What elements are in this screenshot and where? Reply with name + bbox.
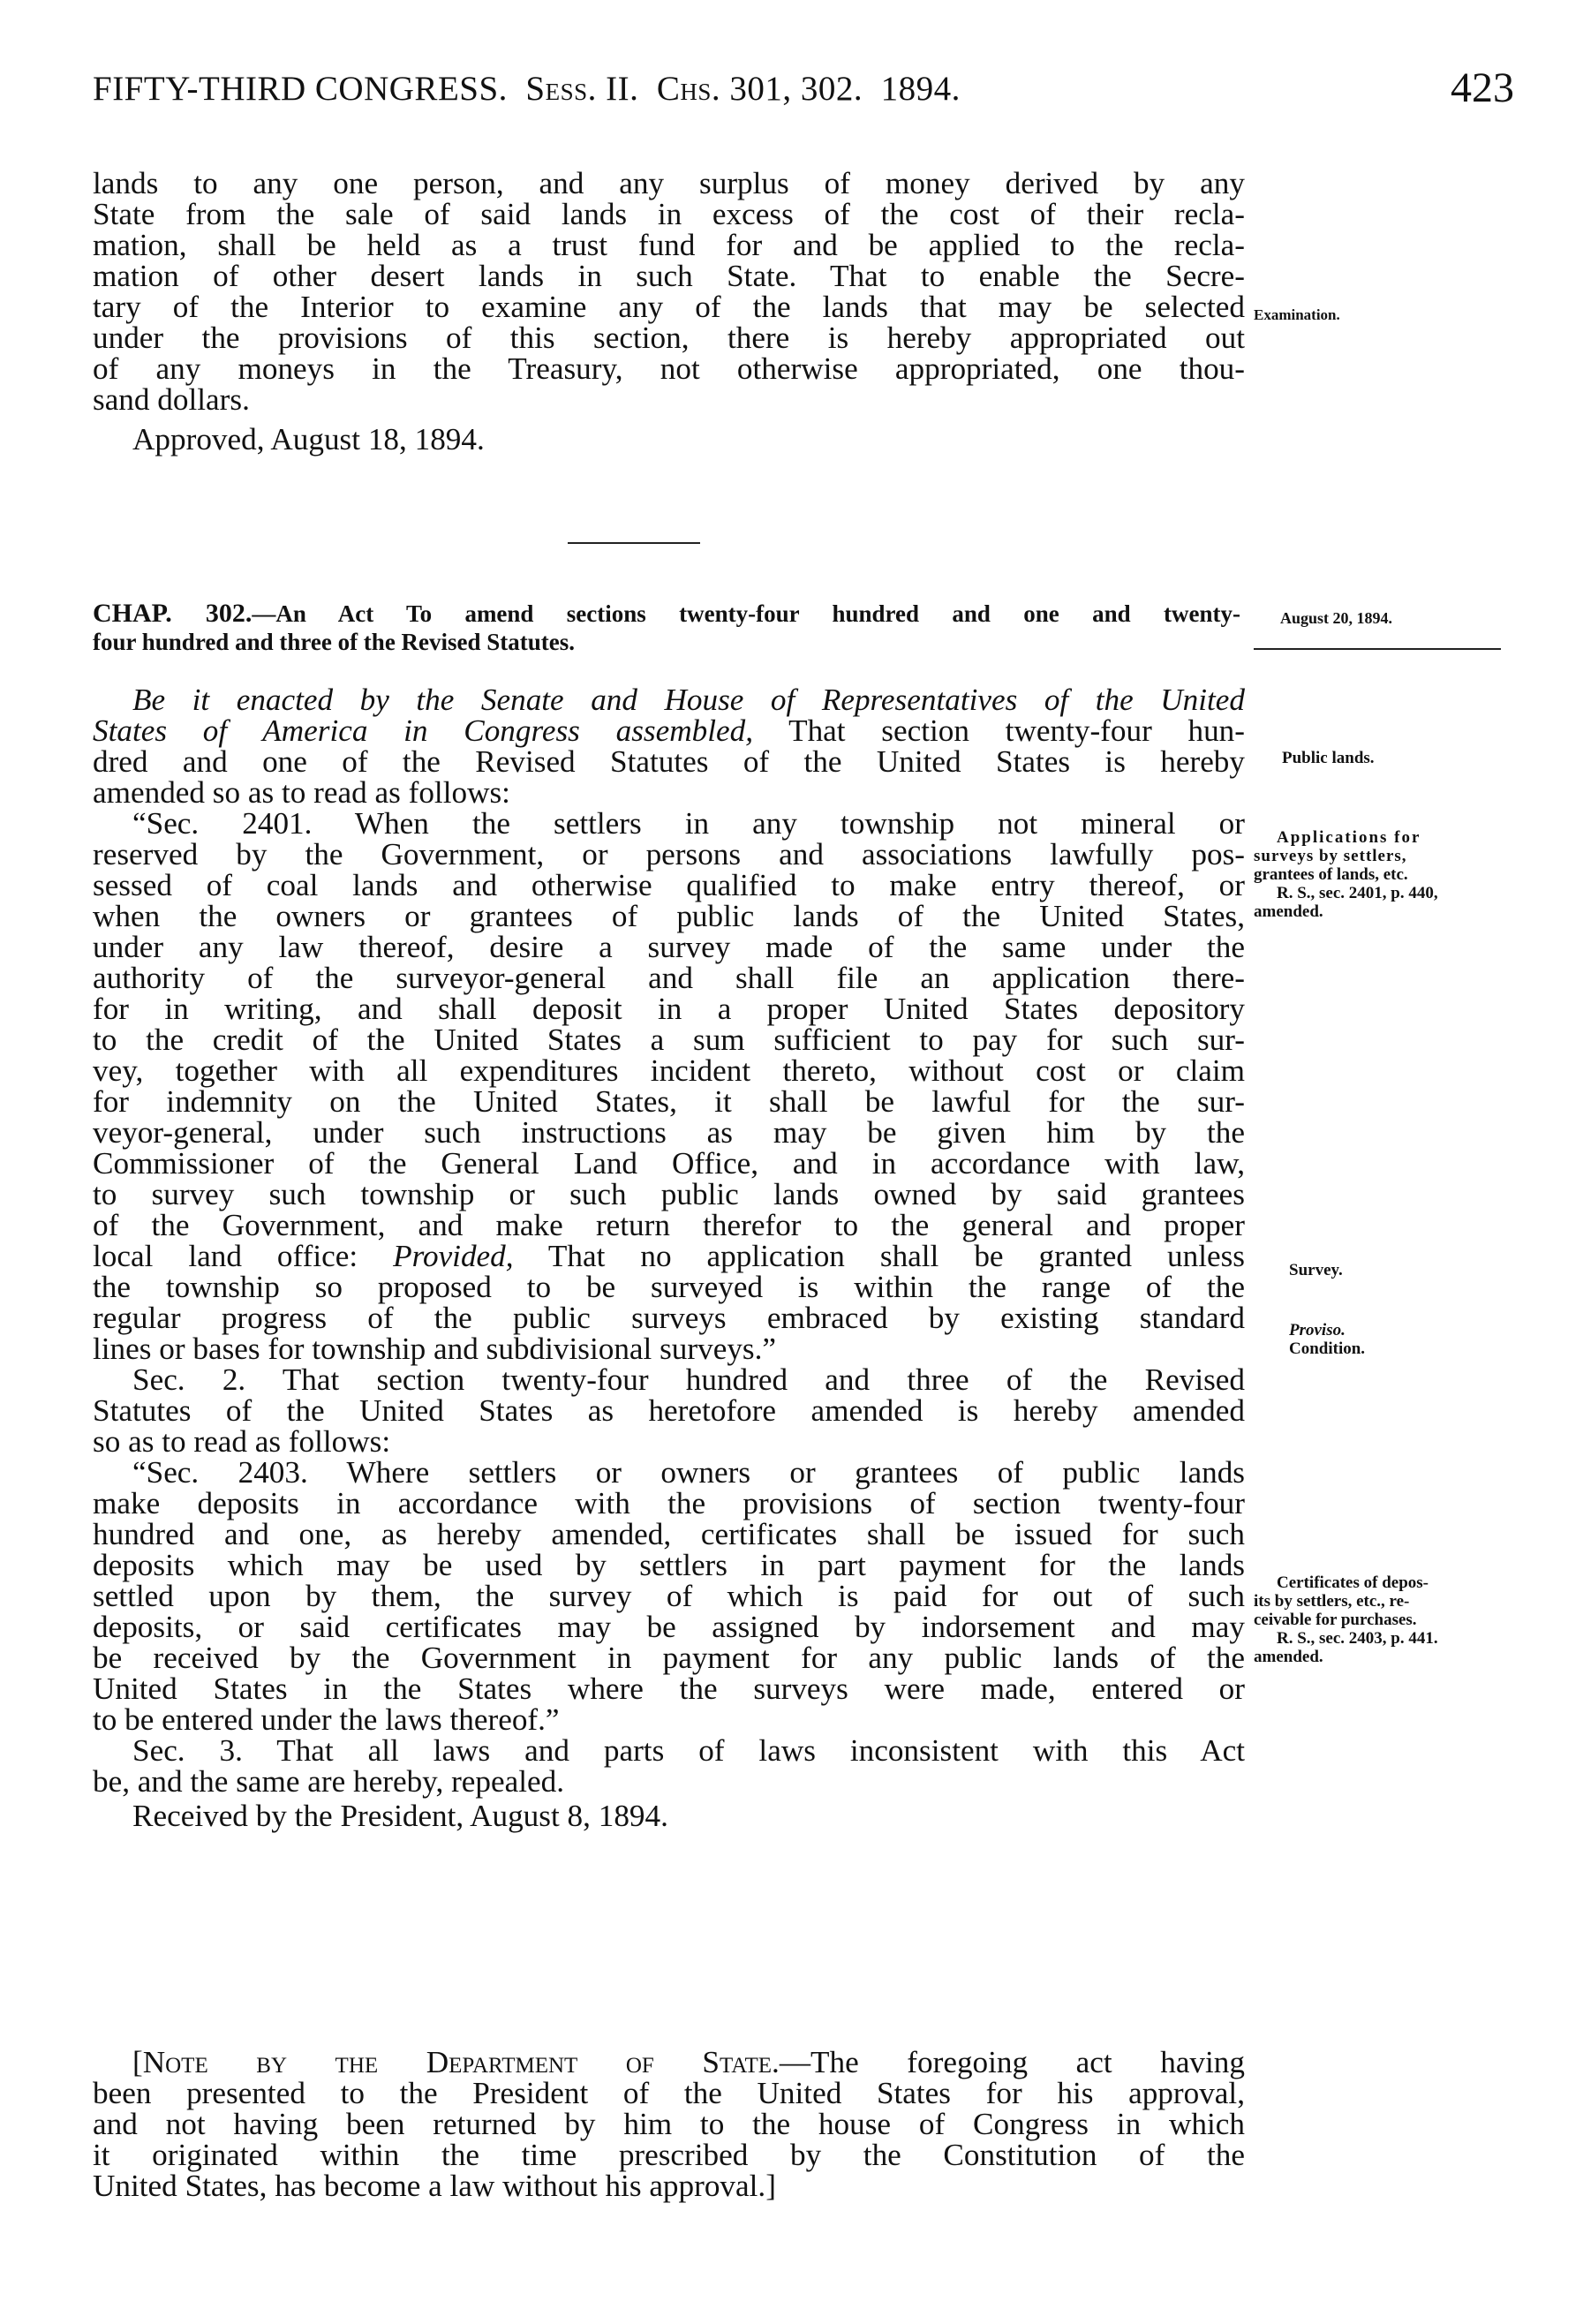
margin-line: Applications for <box>1277 828 1421 847</box>
margin-note-proviso <box>1289 1321 1583 1358</box>
margin-line: surveys by settlers, <box>1254 847 1407 865</box>
text-line: State from the sale of said lands in excess of the cost of their recla- <box>93 197 1245 231</box>
text-line: to survey such township or such public lands owned by said grantees <box>93 1177 1245 1211</box>
chapter-302-heading <box>93 599 1240 657</box>
margin-note-survey: Survey. <box>1289 1261 1343 1279</box>
margin-note-public-lands: Public lands. <box>1282 749 1375 767</box>
chapter-label: CHAP. 302. <box>93 599 253 628</box>
text-line: regular progress of the public surveys embraced by existing standard <box>93 1301 1245 1335</box>
text-line: lands to any one person, and any surplus of money derived by any <box>93 166 1245 200</box>
note-first-rest: —The foregoing act having <box>779 2045 1245 2079</box>
margin-note-certificates <box>1254 1573 1563 1666</box>
text-line: be, and the same are hereby, repealed. <box>93 1764 565 1799</box>
text-line: “Sec. 2401. When the settlers in any township not mineral or <box>132 806 1245 841</box>
margin-line: R. S., sec. 2403, p. 441. <box>1277 1629 1438 1648</box>
text-line: United States in the States where the surveys were made, entered or <box>93 1671 1245 1706</box>
text-line: make deposits in accordance with the provisions of section twenty-four <box>93 1486 1245 1520</box>
running-header <box>93 64 1514 122</box>
header-title <box>93 69 961 109</box>
text-line: reserved by the Government, or persons and associations lawfully pos- <box>93 837 1245 872</box>
text-line: settled upon by them, the survey of which is paid for out of such <box>93 1579 1245 1613</box>
text-line: be received by the Government in payment for any public lands of the <box>93 1641 1245 1675</box>
margin-line: its by settlers, etc., re- <box>1254 1592 1410 1611</box>
header-congress: FIFTY-THIRD CONGRESS. <box>93 70 508 108</box>
text-line: to be entered under the laws thereof.” <box>93 1702 560 1737</box>
margin-line: amended. <box>1254 1648 1323 1666</box>
enacting-italic: States of America in Congress assembled, <box>93 713 753 748</box>
text-line: so as to read as follows: <box>93 1424 391 1459</box>
page-number: 423 <box>1451 64 1514 111</box>
proviso-post: That no application shall be granted unless <box>513 1239 1245 1273</box>
text-line: mation, shall be held as a trust fund for and be applied to the recla- <box>93 228 1245 262</box>
text-line: for in writing, and shall deposit in a proper United States depository <box>93 992 1245 1026</box>
text-line: the township so proposed to be surveyed is within the range of the <box>93 1270 1245 1304</box>
text-line: lines or bases for township and subdivisional surveys.” <box>93 1332 777 1366</box>
text-line: sand dollars. <box>93 382 250 417</box>
text-line: deposits, or said certificates may be assigned by indorsement and may <box>93 1610 1245 1644</box>
text-line: tary of the Interior to examine any of the lands that may be selected <box>93 290 1245 324</box>
text-line: Commissioner of the General Land Office, and in accordance with law, <box>93 1146 1245 1181</box>
text-line: amended so as to read as follows: <box>93 775 510 810</box>
text-line: “Sec. 2403. Where settlers or owners or grantees of public lands <box>132 1455 1245 1490</box>
header-session: Sess. II. <box>525 70 639 108</box>
note-first-line <box>93 2047 1245 2078</box>
enacting-clause-line <box>93 715 1245 746</box>
text-line: vey, together with all expenditures incident thereto, without cost or claim <box>93 1053 1245 1088</box>
chapter-301-tail <box>93 168 1245 455</box>
text-line: veyor-general, under such instructions as may be given him by the <box>93 1115 1245 1150</box>
header-chapters: Chs. 301, 302. <box>656 70 863 108</box>
text-line: when the owners or grantees of public lands of the United States, <box>93 899 1245 933</box>
proviso-word: Provided, <box>393 1239 514 1273</box>
note-label: [Note by the Department of State. <box>132 2045 780 2079</box>
text-line: Sec. 2. That section twenty-four hundred and three of the Revised <box>132 1362 1245 1397</box>
margin-line: Certificates of depos- <box>1277 1573 1429 1592</box>
approved-line: Approved, August 18, 1894. <box>132 422 485 456</box>
text-line: it originated within the time prescribed by the Constitution of the <box>93 2138 1245 2172</box>
text-line: to the credit of the United States a sum sufficient to pay for such sur- <box>93 1022 1245 1057</box>
text-line: and not having been returned by him to the house of Congress in which <box>93 2107 1245 2141</box>
text-line: under any law thereof, desire a survey made of the same under the <box>93 930 1245 964</box>
enacting-rest: That section twenty-four hun- <box>753 713 1245 748</box>
date-rule <box>1254 648 1501 650</box>
header-year: 1894. <box>880 70 961 108</box>
margin-line: grantees of lands, etc. <box>1254 865 1408 884</box>
proviso-pre: local land office: <box>93 1239 394 1273</box>
condition-label: Condition. <box>1289 1339 1366 1358</box>
chapter-heading-line: four hundred and three of the Revised Statutes. <box>93 629 576 655</box>
chapter-heading-line <box>93 599 1240 628</box>
text-line: under the provisions of this section, there is hereby appropriated out <box>93 321 1245 355</box>
text-line: for indemnity on the United States, it shall be lawful for the sur- <box>93 1084 1245 1119</box>
margin-line: R. S., sec. 2401, p. 440, <box>1277 884 1438 902</box>
enacting-clause-line: Be it enacted by the Senate and House of Representatives of the United <box>132 683 1245 717</box>
margin-line: ceivable for purchases. <box>1254 1611 1417 1629</box>
proviso-line <box>93 1241 1245 1271</box>
proviso-label: Proviso. <box>1289 1321 1346 1339</box>
margin-note-applications <box>1254 828 1563 921</box>
text-line: been presented to the President of the United States for his approval, <box>93 2076 1245 2110</box>
text-line: Statutes of the United States as heretofore amended is hereby amended <box>93 1393 1245 1428</box>
text-line: of the Government, and make return therefor to the general and proper <box>93 1208 1245 1242</box>
margin-line: amended. <box>1254 902 1323 921</box>
margin-note-examination: Examination. <box>1254 306 1340 323</box>
text-line: Sec. 3. That all laws and parts of laws inconsistent with this Act <box>132 1733 1245 1768</box>
text-line: mation of other desert lands in such State. That to enable the Secre- <box>93 259 1245 293</box>
text-line: dred and one of the Revised Statutes of the United States is hereby <box>93 744 1245 779</box>
text-line: sessed of coal lands and otherwise qualified to make entry thereof, or <box>93 868 1245 902</box>
chapter-title-part: —An Act To amend sections twenty-four hundred and one and twenty- <box>252 600 1240 627</box>
received-line: Received by the President, August 8, 1894. <box>132 1799 668 1833</box>
chapter-302-body <box>93 684 1245 1831</box>
text-line: hundred and one, as hereby amended, certificates shall be issued for such <box>93 1517 1245 1551</box>
section-divider <box>568 542 700 544</box>
margin-note-date: August 20, 1894. <box>1280 609 1393 627</box>
text-line: deposits which may be used by settlers in part payment for the lands <box>93 1548 1245 1582</box>
text-line: of any moneys in the Treasury, not otherwise appropriated, one thou- <box>93 351 1245 386</box>
department-note <box>93 2047 1245 2201</box>
text-line: United States, has become a law without his approval.] <box>93 2169 776 2203</box>
text-line: authority of the surveyor-general and shall file an application there- <box>93 961 1245 995</box>
